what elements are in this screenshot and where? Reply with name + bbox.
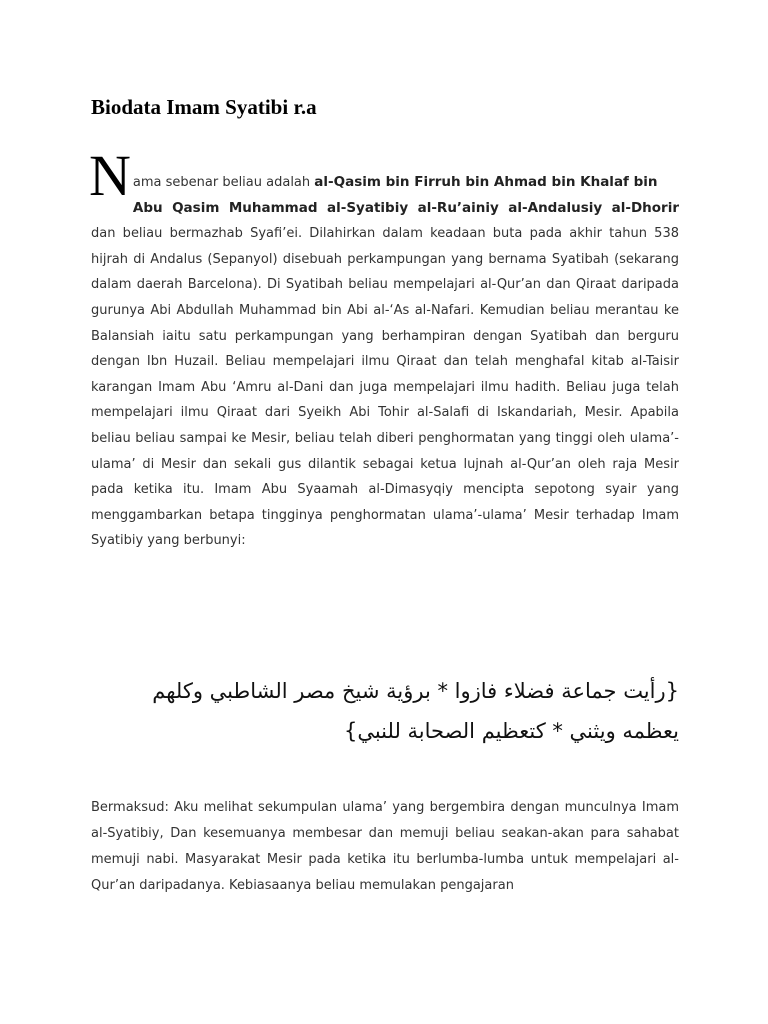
biography-paragraph (89, 143, 679, 554)
document-title: Biodata Imam Syatibi r.a (91, 95, 317, 119)
arabic-verse: {رأيت جماعة فضلاء فازوا * برؤية شيخ مصر الشاطبي وكلهم يعظمه ويثني * كتعظيم الصحابة للنبي} (152, 679, 679, 743)
first-line (91, 150, 679, 196)
full-name-part-2: Abu Qasim Muhammad al-Syatibiy al-Ru’ainiy al-Andalusiy al-Dhorir (132, 199, 679, 216)
translation-paragraph: Bermaksud: Aku melihat sekumpulan ulama’ yang bergembira dengan munculnya Imam al-Syatibiy, Dan kesemuanya membesar dan memuji beliau seakan-akan para sahabat memuji nabi. Masyarakat Mesir pada ketika itu berlumba-lumba untuk mempelajari al-Qur’an daripadanya. Kebiasaanya beliau memulakan pengajaran (91, 800, 679, 893)
paragraph-lead: ama sebenar beliau adalah (132, 175, 315, 190)
drop-cap-letter: N (89, 143, 131, 208)
full-name-part-1: al-Qasim bin Firruh bin Ahmad bin Khalaf bin (314, 174, 658, 190)
paragraph-body: dan beliau bermazhab Syafi’ei. Dilahirkan dalam keadaan buta pada akhir tahun 538 hijrah di Andalus (Sepanyol) disebuah perkampungan yang bernama Syatibah (sekarang dalam daerah Barcelona). Di Syatibah beliau mempelajari al-Qur’an dan Qiraat daripada gurunya Abi Abdullah Muhammad bin Abi al-‘As al-Nafari. Kemudian beliau merantau ke Balansiah iaitu satu perkampungan yang berhampiran dengan Syatibah dan berguru dengan Ibn Huzail. Beliau mempelajari ilmu Qiraat dan telah menghafal kitab al-Taisir karangan Imam Abu ‘Amru al-Dani dan juga mempelajari ilmu hadith. Beliau juga telah mempelajari ilmu Qiraat dari Syeikh Abi Tohir al-Salafi di Iskandariah, Mesir. Apabila beliau beliau sampai ke Mesir, beliau telah diberi penghormatan yang tinggi oleh ulama’-ulama’ di Mesir dan sekali gus dilantik sebagai ketua lujnah al-Qur’an oleh raja Mesir pada ketika itu. Imam Abu Syaamah al-Dimasyqiy mencipta sepotong syair yang menggambarkan betapa tingginya penghormatan ulama’-ulama’ Mesir terhadap Imam Syatibiy yang berbunyi: (91, 226, 679, 549)
